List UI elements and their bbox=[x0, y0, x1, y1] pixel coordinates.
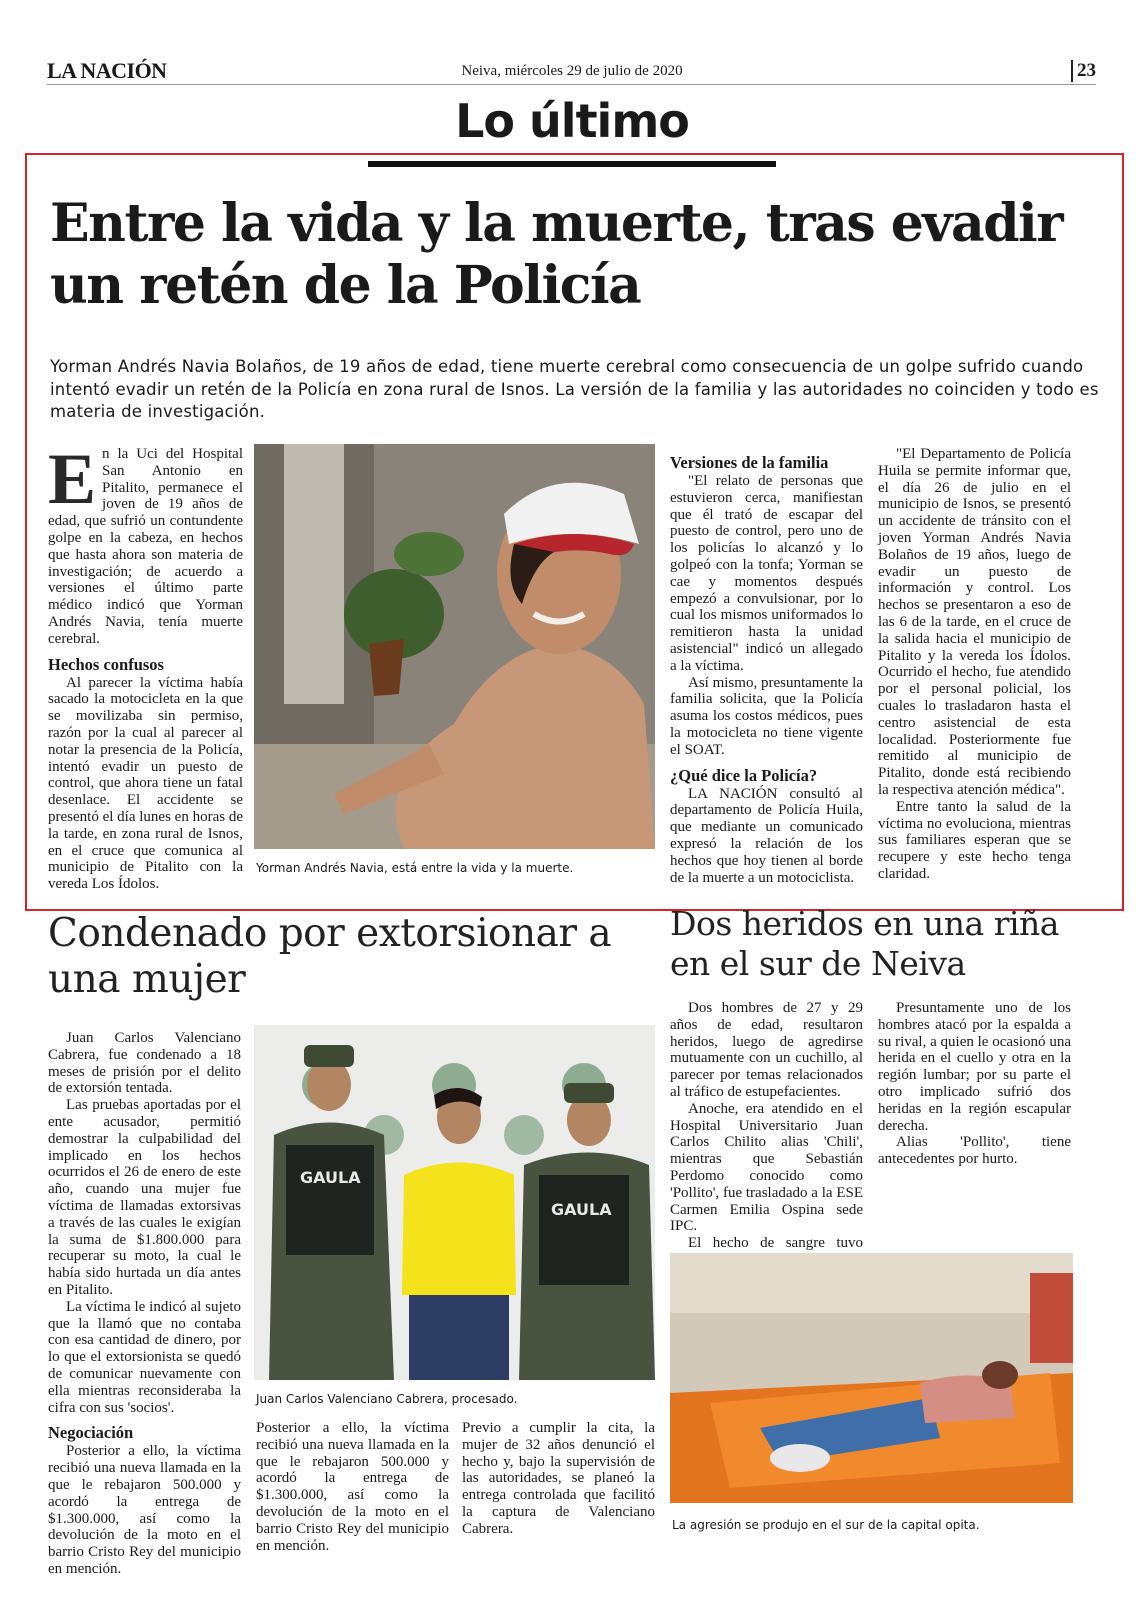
story3-paragraph: El hecho de sangre tuvo bbox=[688, 1235, 863, 1252]
story3-photo bbox=[670, 1253, 1073, 1503]
lead-paragraph: Al parecer la víctima había sacado la motocicleta en la que se movilizaba sin permiso, razón por la cual al parecer al notar la presencia de la Policía, intentó evadir un puesto de control, que ahora tiene un fatal desenlace. El accidente se presentó el día lunes en horas de la tarde, en zona rural de Isnos, en el cruce que comunica al municipio de Pitalito con la vereda Los Ídolos. bbox=[48, 674, 243, 893]
lead-column-4 bbox=[878, 446, 1071, 883]
story2-paragraph: Posterior a ello, la víctima recibió una nueva llamada en la que le rebajaron 500.000 y acordó la entrega de $1.300.000, así como la devolución de la moto en el barrio Cristo Rey del municipio en mención. bbox=[256, 1420, 449, 1554]
lead-paragraph: n la Uci del Hospital San Antonio en Pitalito, permanece el joven de 19 años de edad, que sufrió un contundente golpe en la cabeza, en hechos que hasta ahora son materia de investigación; de acuerdo a versiones el último parte médico indicó que Yorman Andrés Navia, tenía muerte cerebral. bbox=[48, 446, 243, 647]
story2-headline: Condenado por extorsionar a una mujer bbox=[48, 911, 612, 1002]
story2-photo bbox=[254, 1025, 655, 1380]
lead-subhead: Versiones de la familia bbox=[670, 453, 829, 472]
story3-column-2 bbox=[878, 1000, 1071, 1168]
drop-cap: E bbox=[48, 439, 97, 519]
lead-column-1 bbox=[48, 439, 243, 893]
issue-date: Neiva, miércoles 29 de julio de 2020 bbox=[461, 63, 683, 79]
story2-paragraph: Las pruebas aportadas por el ente acusador, permitió demostrar la culpabilidad del implicado en los hechos ocurridos el 26 de enero de este año, cuando una mujer fue víctima de llamadas extorsivas a través de las cuales le exigían la suma de $1.800.000 para recuperar su moto, la cual le había sido hurtada un día antes en Pitalito. bbox=[48, 1097, 241, 1298]
story2-paragraph: La víctima le indicó al sujeto que la llamó que no contaba con esa cantidad de dinero, por lo que el extorsionista se quedó de comunicar nuevamente con ella mientras reconsideraba la cifra con sus 'socios'. bbox=[48, 1298, 241, 1416]
vest-label: GAULA bbox=[551, 1200, 612, 1219]
story3-paragraph: Anoche, era atendido en el Hospital Universitario Juan Carlos Chilito alias 'Chili', mientras que Sebastián Perdomo conocido como 'Pollito', fue trasladado a la ESE Carmen Emilia Ospina sede IPC. bbox=[670, 1100, 863, 1235]
lead-photo bbox=[254, 444, 655, 849]
arrest-photo bbox=[254, 1025, 655, 1380]
story2-paragraph: Posterior a ello, la víctima recibió una nueva llamada en la que le rebajaron 500.000 y acordó la entrega de $1.300.000, así como la devolución de la moto en el barrio Cristo Rey del municipio en mención. bbox=[48, 1443, 241, 1577]
story2-paragraph: Previo a cumplir la cita, la mujer de 32 años denunció el hecho y, bajo la supervisión de las autoridades, se planeó la entrega controlada que facilitó la captura de Valenciano Cabrera. bbox=[462, 1420, 655, 1537]
young-man-selfie-photo bbox=[254, 444, 655, 849]
lead-paragraph: "El relato de personas que estuvieron cerca, manifiestan que él trató de escapar del puesto de control, pero uno de los policías lo alcanzó y lo golpeó con la tonfa; Yorman se cae y momentos después empezó a convulsionar, por lo cual los mismos uniformados lo remitieron hasta la unidad asistencial" indicó un allegado a la víctima. bbox=[670, 473, 863, 674]
lead-subhead: ¿Qué dice la Policía? bbox=[670, 765, 818, 785]
lead-paragraph: "El Departamento de Policía Huila se permite informar que, el día 26 de julio en el municipio de Isnos, se presentó un accidente de tránsito con el joven Yorman Andrés Navia Bolaños de 19 años, luego de evadir un puesto de información y control. Los hechos se presentaron a eso de las 6 de la tarde, en el cruce de la salida hacia el municipio de Pitalito y la vereda los Ídolos. Ocurrido el hecho, fue atendido por el personal policial, los cuales lo trasladaron hasta el centro asistencial de esta localidad. Posteriormente fue remitido al municipio de Pitalito, donde está recibiendo la respectiva atención médica". bbox=[878, 446, 1071, 798]
lead-column-3 bbox=[670, 446, 863, 886]
lead-headline: Entre la vida y la muerte, tras evadir un retén de la Policía bbox=[50, 193, 1063, 316]
story2-photo-caption: Juan Carlos Valenciano Cabrera, procesado. bbox=[256, 1392, 518, 1406]
lead-paragraph: LA NACIÓN consultó al departamento de Policía Huila, que mediante un comunicado expresó la relación de los hechos que hoy tienen al borde de la muerte a un motociclista. bbox=[670, 785, 863, 886]
story2-paragraph: Juan Carlos Valenciano Cabrera, fue condenado a 18 meses de prisión por el delito de extorsión tentada. bbox=[48, 1030, 241, 1097]
story3-headline: Dos heridos en una riña en el sur de Neiva bbox=[670, 904, 1059, 983]
story3-photo-caption: La agresión se produjo en el sur de la capital opita. bbox=[672, 1518, 980, 1532]
lead-photo-caption: Yorman Andrés Navia, está entre la vida y la muerte. bbox=[256, 861, 574, 875]
vest-label: GAULA bbox=[300, 1168, 361, 1187]
lead-paragraph: Entre tanto la salud de la víctima no evoluciona, mientras sus familiares esperan que se recupere y este hecho tenga claridad. bbox=[878, 798, 1071, 882]
section-title: Lo último bbox=[455, 94, 689, 148]
story2-column-1 bbox=[48, 1030, 241, 1578]
masthead-rule bbox=[47, 84, 1096, 85]
story2-subhead: Negociación bbox=[48, 1423, 134, 1443]
lead-paragraph: Así mismo, presuntamente la familia solicita, que la Policía asuma los costos médicos, pues la motocicleta no tiene vigente el SOAT. bbox=[670, 674, 863, 758]
story3-paragraph: Alias 'Pollito', tiene antecedentes por hurto. bbox=[878, 1134, 1071, 1168]
story3-paragraph: Presuntamente uno de los hombres atacó por la espalda a su rival, a quien le ocasionó una herida en el cuello y otra en la región lumbar; por su parte el otro implicado sufrió dos heridas en la región escapular derecha. bbox=[878, 1000, 1071, 1134]
injured-man-stretcher-photo bbox=[670, 1253, 1073, 1503]
lead-subhead: Hechos confusos bbox=[48, 654, 164, 674]
story3-paragraph: Dos hombres de 27 y 29 años de edad, resultaron heridos, luego de agredirse mutuamente con un cuchillo, al parecer por temas relacionados al tráfico de estupefacientes. bbox=[670, 1000, 863, 1100]
story2-column-2 bbox=[256, 1420, 449, 1554]
story2-column-3 bbox=[462, 1420, 655, 1538]
newspaper-logo: LA NACIÓN bbox=[47, 58, 167, 83]
page-number: 23 bbox=[1071, 60, 1096, 82]
lead-deck: Yorman Andrés Navia Bolaños, de 19 años de edad, tiene muerte cerebral como consecuencia de un golpe sufrido cuando intentó evadir un retén de la Policía en zona rural de Isnos. La versión de la familia y las autoridades no coinciden y todo es materia de investigación. bbox=[50, 357, 1099, 421]
